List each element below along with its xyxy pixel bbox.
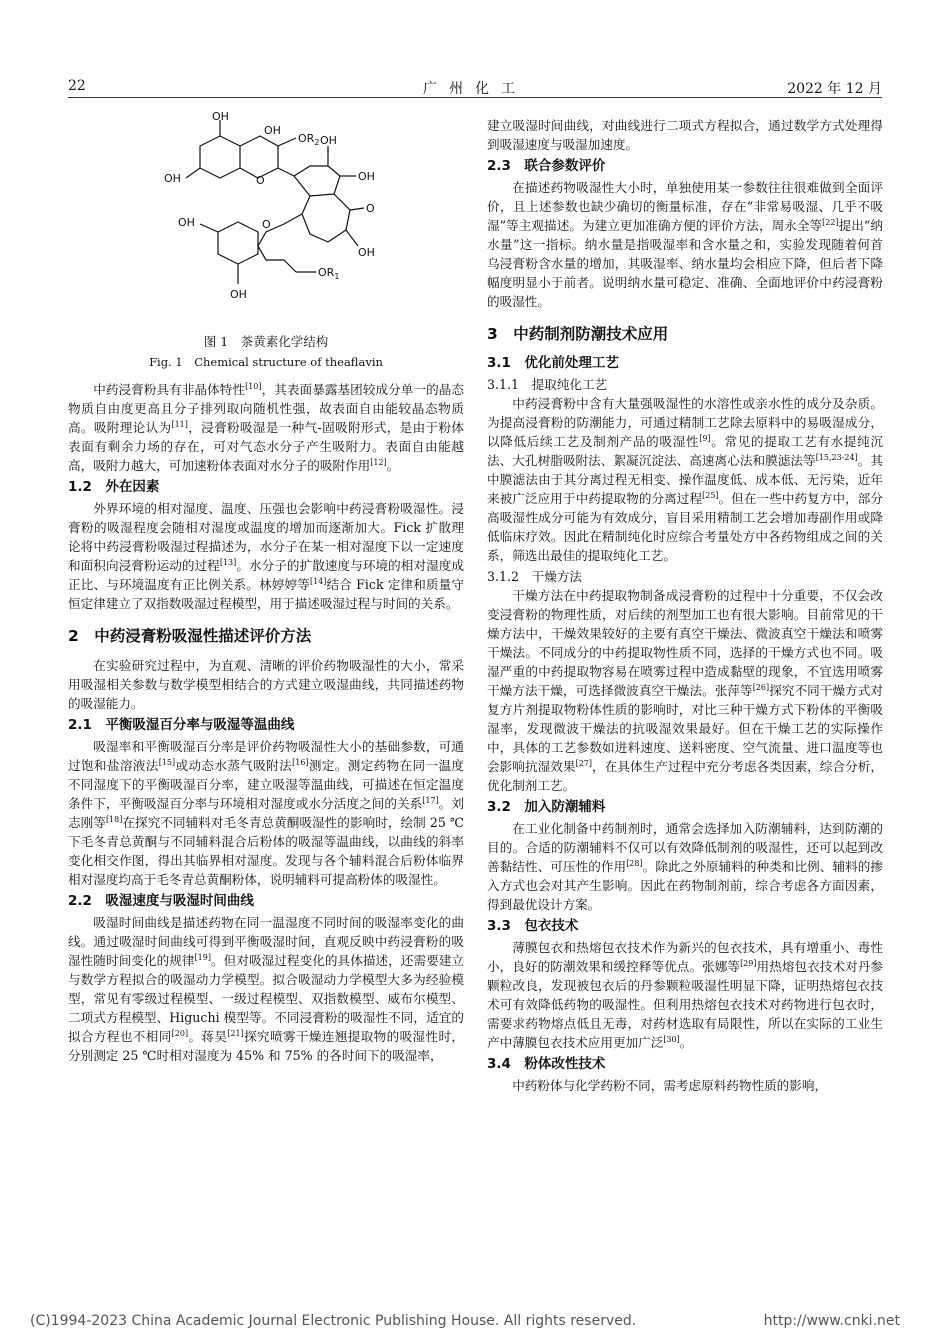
subsection-heading: 3.3 包衣技术 (487, 918, 579, 934)
subsection-heading: 2.1 平衡吸湿百分率与吸湿等温曲线 (68, 717, 295, 733)
paragraph: 建立吸湿时间曲线，对曲线进行二项式方程拟合，通过数学方式处理得到吸湿速度与吸湿加速度。 (487, 118, 883, 152)
subsection-heading: 3.1 优化前处理工艺 (487, 355, 619, 371)
paragraph: 干燥方法在中药提取物制备成浸膏粉的过程中十分重要，不仅会改变浸膏粉的物理性质，对后续的剂型加工也有很大影响。目前常见的干燥方法中，干燥效果较好的主要有真空干燥法、微波真空干燥法和喷雾干燥法。不同成分的中药提取物性质不同，选择的干燥方式也不同。吸湿严重的中药提取物容易在喷雾过程中造成黏壁的现象，不宜选用喷雾干燥方法干燥，可选择微波真空干燥法。张萍等[26]探究不同干燥方式对复方片剂提取物粉体性质的影响时，对比三种干燥方式下粉体的平衡吸湿率，发现微波干燥法的抗吸湿效果最好。但在干燥工艺的实际操作中，具体的工艺参数如进料速度、送料密度、空气流量、进口温度等也会影响抗湿效果[27]，在具体生产过程中充分考虑各类因素，综合分析，优化制剂工艺。 (487, 588, 884, 793)
paragraph: 在实验研究过程中，为直观、清晰的评价药物吸湿性的大小，常采用吸湿相关参数与数学模型相结合的方式建立吸湿曲线，共同描述药物的吸湿能力。 (68, 658, 464, 711)
paragraph: 在描述药物吸湿性大小时，单独使用某一参数往往很难做到全面评价，且上述参数也缺少确切的衡量标准，存在“非常易吸湿、几乎不吸湿”等主观描述。为建立更加准确方便的评价方法，周永全等[22]提出“纳水量”这一指标。纳水量是指吸湿率和含水量之和，实验发现随着何首乌浸膏粉含水量的增加，其吸湿率、纳水量均会相应下降，但后者下降幅度明显小于前者。说明纳水量可稳定、准确、全面地评价中药浸膏粉的吸湿性。 (487, 180, 883, 309)
label-o: O (366, 202, 375, 215)
footer-url[interactable]: http://www.cnki.net (763, 1313, 900, 1329)
journal-name: 广州化工 (423, 81, 527, 97)
label-or2: $OR_2$ (298, 132, 320, 147)
theaflavin-structure-diagram (158, 112, 388, 324)
paragraph: 外界环境的相对湿度、温度、压强也会影响中药浸膏粉吸湿性。浸膏粉的吸湿程度会随相对湿度或温度的增加而逐渐加大。Fick 扩散理论将中药浸膏粉吸湿过程描述为，水分子在某一相对湿度下以一定速度和面积向浸膏粉运动的过程[13]。水分子的扩散速度与环境的相对湿度成正比、与环境温度有正比例关系。林婷婷等[14]结合 Fick 定律和质量守恒定律建立了双指数吸湿过程模型，用于描述吸湿过程与时间的关系。 (68, 501, 465, 611)
paragraph: 吸湿时间曲线是描述药物在同一温湿度不同时间的吸湿率变化的曲线。通过吸湿时间曲线可得到平衡吸湿时间，直观反映中药浸膏粉的吸湿性随时间变化的规律[19]。但对吸湿过程变化的具体描述，还需要建立与数学方程拟合的吸湿动力学模型。拟合吸湿动力学模型大多为经验模型，常见有零级过程模型、一级过程模型、双指数模型、威布尔模型、二项式方程模型、Higuchi 模型等。不同浸膏粉的吸湿性不同，适宜的拟合方程也不相同[20]。蒋昊[21]探究喷雾干燥连翘提取物的吸湿性时，分别测定 25 ℃时相对湿度为 45% 和 75% 的各时间下的吸湿率， (68, 915, 465, 1063)
label-oh: OH (164, 172, 181, 185)
label-o: O (262, 218, 271, 231)
label-or1: $OR_1$ (318, 266, 340, 281)
subsubsection-heading: 3.1.1 提取纯化工艺 (487, 377, 608, 392)
copyright-footer (30, 1313, 920, 1329)
section-heading: 3 中药制剂防潮技术应用 (487, 325, 669, 343)
label-oh: OH (358, 246, 375, 259)
left-column (68, 112, 464, 1065)
figure-1 (68, 112, 464, 328)
subsection-heading: 2.2 吸湿速度与吸湿时间曲线 (68, 893, 254, 909)
section-heading: 2 中药浸膏粉吸湿性描述评价方法 (68, 627, 312, 645)
label-o: O (256, 174, 265, 187)
paragraph: 薄膜包衣和热熔包衣技术作为新兴的包衣技术，具有增重小、毒性小，良好的防潮效果和缓控释等优点。张娜等[29]用热熔包衣技术对丹参颗粒改良，发现被包衣后的丹参颗粒吸湿性明显下降，证明热熔包衣技术可有效降低药物的吸湿性。但利用热熔包衣技术对药物进行包衣时，需要求药物熔点低且无毒，对药材选取有局限性，所以在实际的工业生产中薄膜包衣技术应用更加广泛[30]。 (487, 940, 884, 1050)
label-oh: OH (320, 134, 337, 147)
label-oh: OH (358, 170, 375, 183)
paragraph: 中药粉体与化学药粉不同，需考虑原料药物性质的影响， (512, 1078, 828, 1093)
figure-caption-en: Fig. 1 Chemical structure of theaflavin (149, 355, 383, 369)
paragraph: 吸湿率和平衡吸湿百分率是评价药物吸湿性大小的基础参数，可通过饱和盐溶液法[15]或动态水蒸气吸附法[16]测定。测定药物在同一温度不同湿度下的平衡吸湿百分率，建立吸湿等温曲线，可描述在恒定温度条件下，平衡吸湿百分率与环境相对湿度或水分活度之间的关系[17]。刘志刚等[18]在探究不同辅料对毛冬青总黄酮吸湿性的影响时，绘制 25 ℃下毛冬青总黄酮与不同辅料混合后粉体的吸湿等温曲线，以曲线的斜率变化相交作图，得出其临界相对湿度。发现与各个辅料混合后粉体临界相对湿度均高于毛冬青总黄酮粉体，说明辅料可提高粉体的吸湿性。 (68, 739, 465, 887)
copyright-text: (C)1994-2023 China Academic Journal Electronic Publishing House. All rights reserved. (30, 1313, 637, 1329)
paragraph: 中药浸膏粉中含有大量强吸湿性的水溶性或亲水性的成分及杂质。为提高浸膏粉的防潮能力，可通过精制工艺除去原料中的易吸湿成分，以降低后续工艺及制剂产品的吸湿性[9]。常见的提取工艺有水提纯沉法、大孔树脂吸附法、絮凝沉淀法、高速离心法和膜滤法等[15,23-24]。其中膜滤法由于其分离过程无相变、操作温度低、成本低、无污染，近年来被广泛应用于中药提取物的分离过程[25]。但在一些中药复方中，部分高吸湿性成分可能为有效成分，盲目采用精制工艺会增加毒副作用或降低临床疗效。因此在精制纯化时应综合考量处方中各药物组成之间的关系，筛选出最佳的提取纯化工艺。 (487, 396, 884, 563)
label-oh: OH (264, 124, 281, 137)
figure-caption-cn: 图 1 茶黄素化学结构 (203, 334, 329, 349)
paragraph: 中药浸膏粉具有非晶体特性[10]，其表面暴露基团较成分单一的晶态物质自由度更高且分子排列取向随机性强，故表面自由能较晶态物质高。吸附理论认为[11]，浸膏粉吸湿是一种气-固吸附形式，是由于粉体表面有剩余力场的存在，可对气态水分子产生吸附力。表面自由能越高，吸附力越大，可加速粉体表面对水分子的吸附作用[12]。 (68, 381, 465, 473)
right-column (487, 116, 883, 1095)
subsection-heading: 1.2 外在因素 (68, 479, 160, 495)
subsection-heading: 3.4 粉体改性技术 (487, 1056, 606, 1072)
subsubsection-heading: 3.1.2 干燥方法 (487, 569, 583, 584)
paragraph: 在工业化制备中药制剂时，通常会选择加入防潮辅料，达到防潮的目的。合适的防潮辅料不仅可以有效降低制剂的吸湿性，还可以起到改善黏结性、可压性的作用[28]。除此之外原辅料的种类和比例、辅料的掺入方式也会对其产生影响。因此在药物制剂前，综合考虑各方面因素，得到最优设计方案。 (487, 821, 884, 912)
subsection-heading: 2.3 联合参数评价 (487, 158, 606, 174)
running-header (68, 74, 882, 98)
label-oh: OH (178, 216, 195, 229)
label-oh: OH (230, 288, 247, 301)
page-number: 22 (68, 78, 86, 94)
structure-labels (164, 112, 375, 301)
issue-date: 2022 年 12 月 (787, 81, 882, 97)
subsection-heading: 3.2 加入防潮辅料 (487, 799, 606, 815)
label-oh: OH (212, 112, 229, 123)
